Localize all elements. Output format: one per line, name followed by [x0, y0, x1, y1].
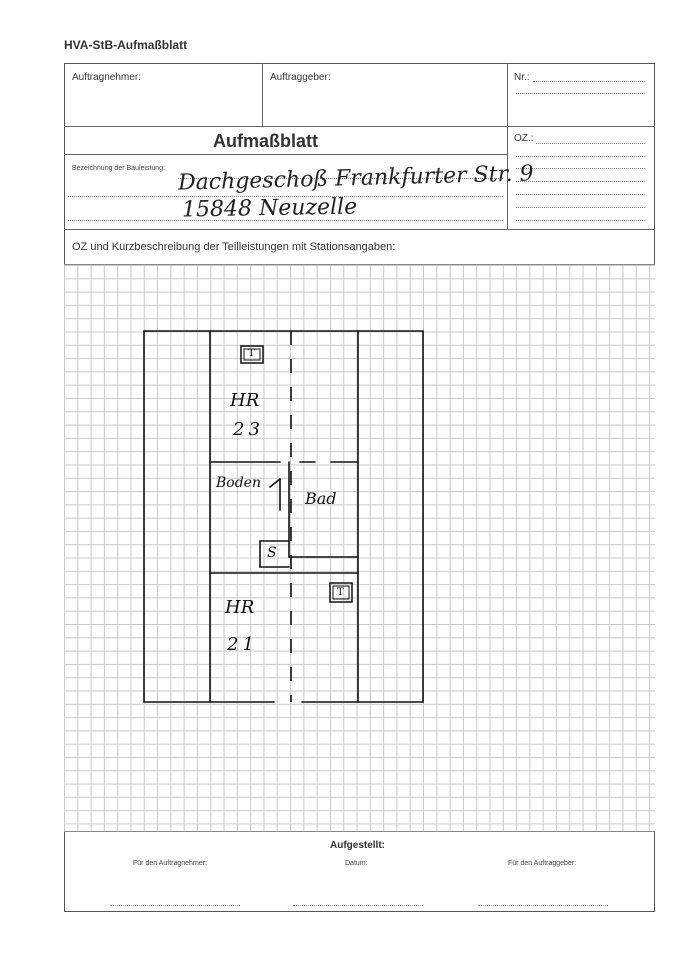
oz-label: OZ.:	[514, 133, 534, 144]
contractor-label: Auftragnehmer:	[72, 72, 141, 83]
construction-description-line1: Dachgeschoß Frankfurter Str. 9	[177, 161, 534, 196]
room-bad-label: Bad	[305, 489, 337, 508]
client-label: Auftraggeber:	[270, 72, 331, 83]
room-top-number: 23	[233, 419, 264, 440]
construction-label: Bezeichnung der Bauleistung:	[72, 165, 166, 172]
footer-client-label: Für den Auftraggeber:	[508, 860, 577, 867]
plan-door-mark	[270, 479, 280, 487]
construction-description-line2: 15848 Neuzelle	[181, 194, 358, 223]
marker-t-bottom-label: T	[337, 587, 344, 598]
marker-t-top-label: T	[248, 348, 255, 359]
form-main-title: Aufmaßblatt	[213, 131, 318, 151]
room-bottom-number: 21	[227, 634, 258, 655]
document-type-title: HVA-StB-Aufmaßblatt	[64, 38, 188, 52]
section-label: OZ und Kurzbeschreibung der Teilleistungen mit Stationsangaben:	[72, 241, 396, 253]
shaft-s-label: S	[267, 545, 277, 561]
room-bottom-name: HR	[225, 597, 255, 618]
client-signature-line	[478, 905, 608, 906]
date-signature-line	[293, 905, 423, 906]
nr-label: Nr.:	[514, 72, 530, 83]
footer-title: Aufgestellt:	[330, 840, 385, 851]
room-top-name: HR	[230, 390, 260, 411]
footer-contractor-label: Für den Auftragnehmer:	[133, 860, 207, 867]
room-boden-label: Boden	[216, 475, 261, 491]
footer-date-label: Datum:	[345, 860, 368, 867]
contractor-signature-line	[110, 905, 240, 906]
